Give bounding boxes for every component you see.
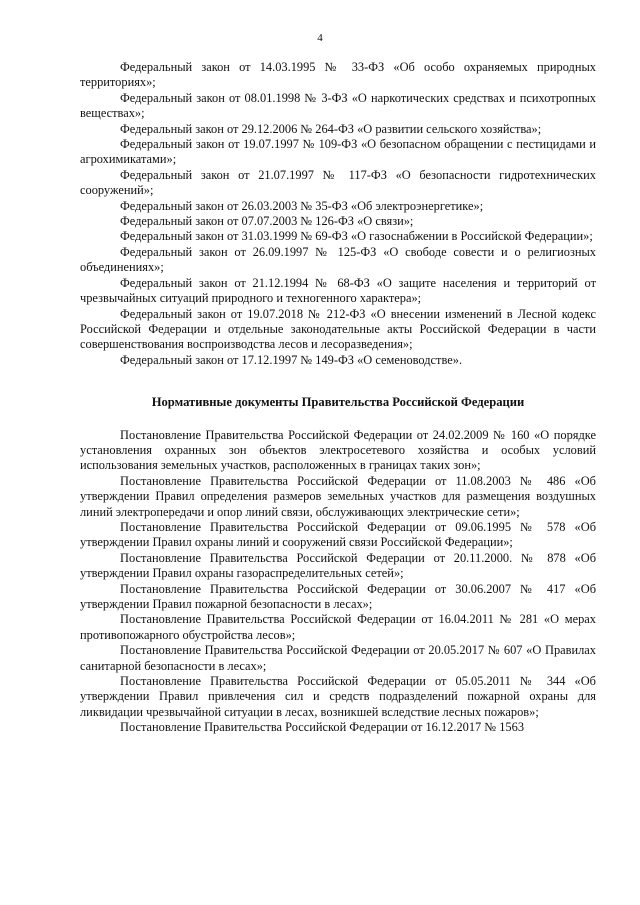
document-body bbox=[80, 60, 596, 736]
law-item-10: Федеральный закон от 21.12.1994 № 68-ФЗ «О защите населения и территорий от чрезвычайных ситуаций природного и техногенного характера»; bbox=[80, 275, 596, 306]
gov-doc-7: Постановление Правительства Российской Федерации от 20.05.2017 № 607 «О Правилах санитарной безопасности в лесах»; bbox=[80, 643, 596, 673]
law-item-3: Федеральный закон от 29.12.2006 № 264-ФЗ «О развитии сельского хозяйства»; bbox=[120, 121, 542, 136]
law-item-11: Федеральный закон от 19.07.2018 № 212-ФЗ «О внесении изменений в Лесной кодекс Российской Федерации и отдельные законодательные акты Российской Федерации в части совершенствования воспроизводства лесов и лесоразведения»; bbox=[80, 306, 596, 352]
gov-doc-2: Постановление Правительства Российской Федерации от 11.08.2003 № 486 «Об утверждении Правил определения размеров земельных участков для размещения воздушных линий электропередачи и опор линий связи, обслуживающих электрические сети»; bbox=[80, 473, 596, 519]
law-item-4: Федеральный закон от 19.07.1997 № 109-ФЗ «О безопасном обращении с пестицидами и агрохимикатами»; bbox=[80, 137, 596, 167]
gov-doc-5: Постановление Правительства Российской Федерации от 30.06.2007 № 417 «Об утверждении Правил пожарной безопасности в лесах»; bbox=[80, 581, 596, 611]
gov-doc-6: Постановление Правительства Российской Федерации от 16.04.2011 № 281 «О мерах противопожарного обустройства лесов»; bbox=[80, 612, 596, 642]
law-item-7: Федеральный закон от 07.07.2003 № 126-ФЗ «О связи»; bbox=[120, 214, 414, 229]
gov-doc-4: Постановление Правительства Российской Федерации от 20.11.2000. № 878 «Об утверждении Правил охраны газораспределительных сетей»; bbox=[80, 550, 596, 581]
law-item-9: Федеральный закон от 26.09.1997 № 125-ФЗ «О свободе совести и о религиозных объединениях»; bbox=[80, 244, 596, 275]
gov-doc-9: Постановление Правительства Российской Федерации от 16.12.2017 № 1563 bbox=[120, 720, 525, 735]
law-item-2: Федеральный закон от 08.01.1998 № 3-ФЗ «О наркотических средствах и психотропных веществах»; bbox=[80, 90, 596, 121]
law-item-6: Федеральный закон от 26.03.2003 № 35-ФЗ «Об электроэнергетике»; bbox=[120, 198, 484, 213]
gov-doc-1: Постановление Правительства Российской Федерации от 24.02.2009 № 160 «О порядке установления охранных зон объектов электросетевого хозяйства и особых условий использования земельных участков, расположенных в границах таких зон»; bbox=[80, 427, 596, 473]
gov-doc-3: Постановление Правительства Российской Федерации от 09.06.1995 № 578 «Об утверждении Правил охраны линий и сооружений связи Российской Федерации»; bbox=[80, 519, 596, 550]
section-heading: Нормативные документы Правительства Российской Федерации bbox=[151, 395, 525, 410]
page-number: 4 bbox=[317, 32, 323, 44]
law-item-8: Федеральный закон от 31.03.1999 № 69-ФЗ «О газоснабжении в Российской Федерации»; bbox=[120, 229, 593, 244]
law-item-5: Федеральный закон от 21.07.1997 № 117-ФЗ «О безопасности гидротехнических сооружений»; bbox=[80, 167, 596, 198]
gov-doc-8: Постановление Правительства Российской Федерации от 05.05.2011 № 344 «Об утверждении Правил привлечения сил и средств подразделений пожарной охраны для ликвидации чрезвычайной ситуации в лесах, возникшей вследствие лесных пожаров»; bbox=[80, 674, 596, 719]
law-item-1: Федеральный закон от 14.03.1995 № 33-ФЗ «Об особо охраняемых природных территориях»; bbox=[80, 60, 596, 90]
law-item-12: Федеральный закон от 17.12.1997 № 149-ФЗ «О семеноводстве». bbox=[120, 352, 463, 367]
